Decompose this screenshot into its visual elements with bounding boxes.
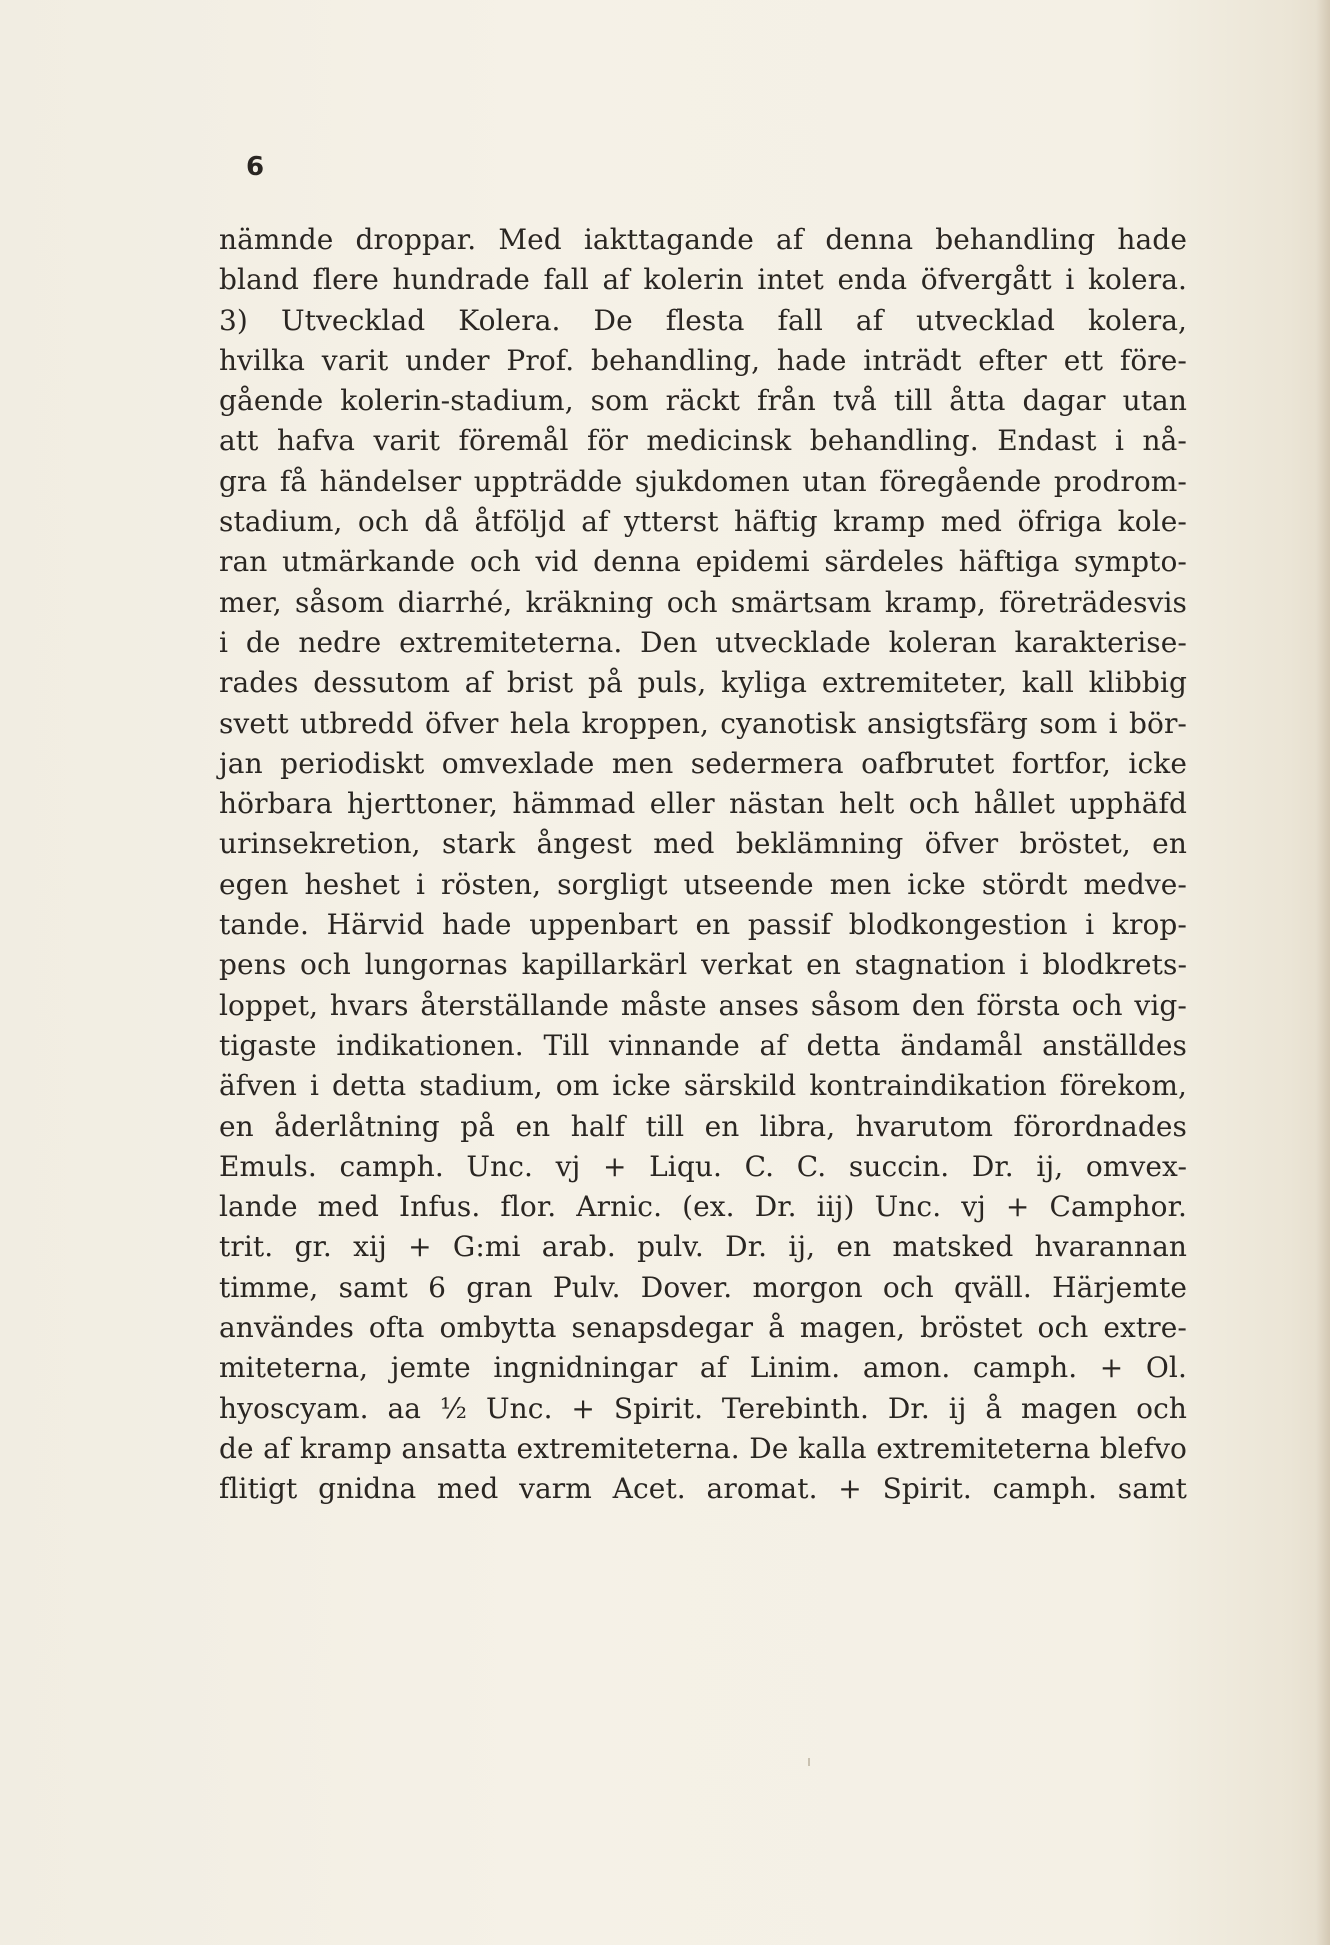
paper-speck	[808, 1758, 810, 1766]
text-line: miteterna, jemte ingnidningar af Linim. amon. camph. + Ol.	[219, 1351, 1187, 1385]
text-line: pens och lungornas kapillarkärl verkat en stagnation i blodkrets-	[219, 948, 1187, 982]
text-line: nämnde droppar. Med iakttagande af denna behandling hade	[219, 223, 1187, 256]
text-line: rades dessutom af brist på puls, kyliga extremiteter, kall klibbig	[219, 666, 1187, 700]
page-edge-shadow	[1316, 0, 1330, 1945]
text-line: Emuls. camph. Unc. vj + Liqu. C. C. succin. Dr. ij, omvex-	[219, 1149, 1187, 1183]
text-line: hvilka varit under Prof. behandling, hade inträdt efter ett före-	[219, 343, 1187, 377]
text-line: i de nedre extremiteterna. Den utvecklade koleran karakterise-	[219, 625, 1187, 659]
text-line: ran utmärkande och vid denna epidemi särdeles häftiga sympto-	[219, 545, 1187, 579]
text-line: hörbara hjerttoner, hämmad eller nästan helt och hållet upphäfd	[219, 787, 1187, 821]
text-line: äfven i detta stadium, om icke särskild kontraindikation förekom,	[219, 1069, 1187, 1103]
text-line: lande med Infus. flor. Arnic. (ex. Dr. iij) Unc. vj + Camphor.	[219, 1190, 1187, 1224]
text-line: 3) Utvecklad Kolera. De flesta fall af utvecklad kolera,	[219, 303, 1187, 337]
text-line: tigaste indikationen. Till vinnande af detta ändamål anställdes	[219, 1028, 1187, 1062]
text-line: tande. Härvid hade uppenbart en passif blodkongestion i krop-	[219, 908, 1187, 942]
body-text	[219, 220, 1187, 1510]
text-line: en åderlåtning på en half till en libra, hvarutom förordnades	[219, 1109, 1187, 1143]
text-line: bland flere hundrade fall af kolerin intet enda öfvergått i kolera.	[219, 263, 1187, 297]
text-line: stadium, och då åtföljd af ytterst häftig kramp med öfriga kole-	[219, 505, 1187, 539]
text-line: timme, samt 6 gran Pulv. Dover. morgon och qväll. Härjemte	[219, 1270, 1187, 1304]
text-line: urinsekretion, stark ångest med beklämning öfver bröstet, en	[219, 827, 1187, 861]
text-line: flitigt gnidna med varm Acet. aromat. + Spirit. camph. samt	[219, 1472, 1187, 1506]
text-line: mer, såsom diarrhé, kräkning och smärtsam kramp, företrädesvis	[219, 585, 1187, 619]
page-number: 6	[246, 152, 265, 182]
text-line: de af kramp ansatta extremiteterna. De kalla extremiteterna blefvo	[219, 1431, 1187, 1465]
text-line: jan periodiskt omvexlade men sedermera oafbrutet fortfor, icke	[219, 746, 1187, 780]
text-line: användes ofta ombytta senapsdegar å magen, bröstet och extre-	[219, 1311, 1187, 1345]
text-line: loppet, hvars återställande måste anses såsom den första och vig-	[219, 988, 1187, 1022]
text-line: egen heshet i rösten, sorgligt utseende men icke stördt medve-	[219, 867, 1187, 901]
text-line: hyoscyam. aa ½ Unc. + Spirit. Terebinth. Dr. ij å magen och	[219, 1391, 1187, 1425]
text-line: att hafva varit föremål för medicinsk behandling. Endast i nå-	[219, 424, 1187, 458]
text-line: gående kolerin-stadium, som räckt från två till åtta dagar utan	[219, 384, 1187, 418]
text-line: gra få händelser uppträdde sjukdomen utan föregående prodrom-	[219, 464, 1187, 498]
text-line: trit. gr. xij + G:mi arab. pulv. Dr. ij, en matsked hvarannan	[219, 1230, 1187, 1264]
text-line: svett utbredd öfver hela kroppen, cyanotisk ansigtsfärg som i bör-	[219, 706, 1187, 740]
